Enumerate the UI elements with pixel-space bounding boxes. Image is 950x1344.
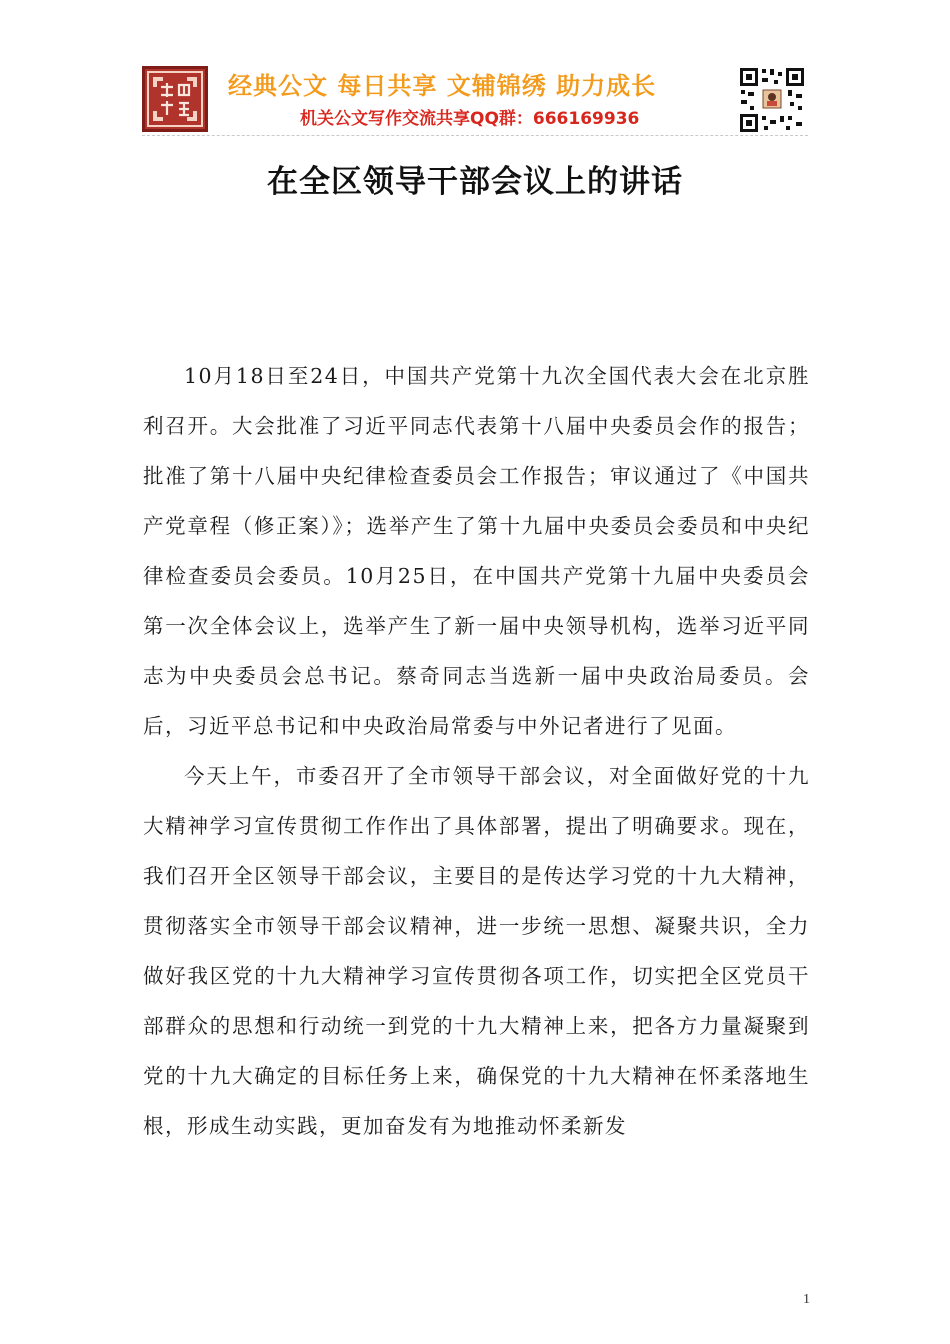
qr-code-icon bbox=[738, 66, 806, 134]
paragraph: 今天上午，市委召开了全市领导干部会议，对全面做好党的十九大精神学习宣传贯彻工作作出了具体部署，提出了明确要求。现在，我们召开全区领导干部会议，主要目的是传达学习党的十九大精神，贯彻落实全市领导干部会议精神，进一步统一思想、凝聚共识，全力做好我区党的十九大精神学习宣传贯彻各项工作，切实把全区党员干部群众的思想和行动统一到党的十九大精神上来，把各方力量凝聚到党的十九大确定的目标任务上来，确保党的十九大精神在怀柔落地生根，形成生动实践，更加奋发有为地推动怀柔新发 bbox=[143, 764, 810, 1138]
qq-group-line: 机关公文写作交流共享QQ群：666169936 bbox=[300, 109, 640, 129]
header-divider bbox=[142, 135, 808, 136]
page-header bbox=[0, 0, 950, 140]
document-body bbox=[143, 351, 810, 1151]
page-number: 1 bbox=[803, 1292, 810, 1307]
seal-logo-icon bbox=[142, 66, 208, 132]
header-slogan: 经典公文 每日共享 文辅锦绣 助力成长 bbox=[228, 72, 657, 100]
page-title: 在全区领导干部会议上的讲话 bbox=[267, 164, 683, 200]
paragraph: 10月18日至24日，中国共产党第十九次全国代表大会在北京胜利召开。大会批准了习近平同志代表第十八届中央委员会作的报告；批准了第十八届中央纪律检查委员会工作报告；审议通过了《中国共产党章程（修正案）》；选举产生了第十九届中央委员会委员和中央纪律检查委员会委员。10月25日，在中国共产党第十九届中央委员会第一次全体会议上，选举产生了新一届中央领导机构，选举习近平同志为中央委员会总书记。蔡奇同志当选新一届中央政治局委员。会后，习近平总书记和中央政治局常委与中外记者进行了见面。 bbox=[143, 364, 810, 738]
